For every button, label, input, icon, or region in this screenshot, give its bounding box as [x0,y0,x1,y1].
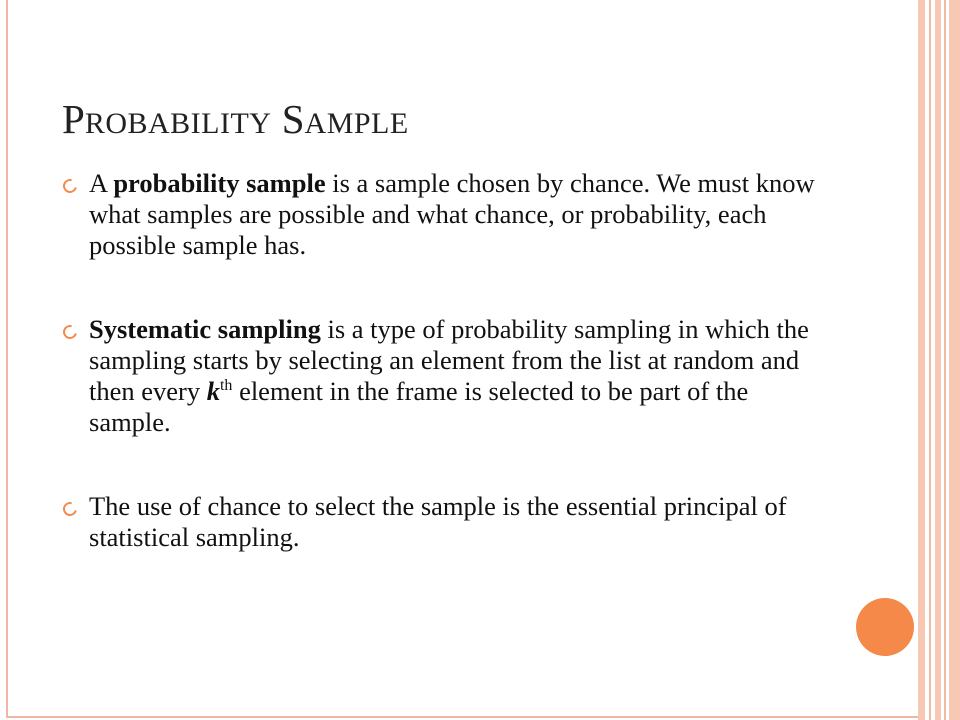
italic-variable: k [206,376,220,406]
title-smallcaps: AMPLE [304,107,409,140]
bold-term: Systematic sampling [89,314,321,344]
bullet-text: A [89,168,114,198]
decorative-stripe [949,0,960,720]
bullet-text: element in the frame is selected to be part of the sample. [89,376,749,437]
superscript: th [219,377,233,394]
bullet-item [60,314,820,438]
slide-title [62,95,409,143]
title-smallcaps: ROBABILITY [84,107,272,140]
accent-circle [856,598,914,656]
bold-term: probability sample [113,168,326,198]
bullet-text: The use of chance to select the sample is the essential principal of statistical sampling. [89,491,787,552]
bullet-marker-icon [60,322,79,341]
title-cap: P [62,96,85,142]
title-cap: S [281,96,305,142]
decorative-stripe [918,0,925,720]
bullet-text: is a type of probability sampling in which the sampling starts by selecting an element from the list at random and then every [89,314,809,406]
decorative-stripe [944,0,946,720]
bullet-item [60,168,820,261]
bullet-marker-icon [60,499,79,518]
decorative-stripe [935,0,941,720]
bullet-text: is a sample chosen by chance. We must know what samples are possible and what chance, or probability, each possible sample has. [89,168,815,260]
bullet-list [60,168,820,606]
bullet-marker-icon [60,176,79,195]
bullet-item [60,491,820,553]
decorative-stripe [929,0,931,720]
